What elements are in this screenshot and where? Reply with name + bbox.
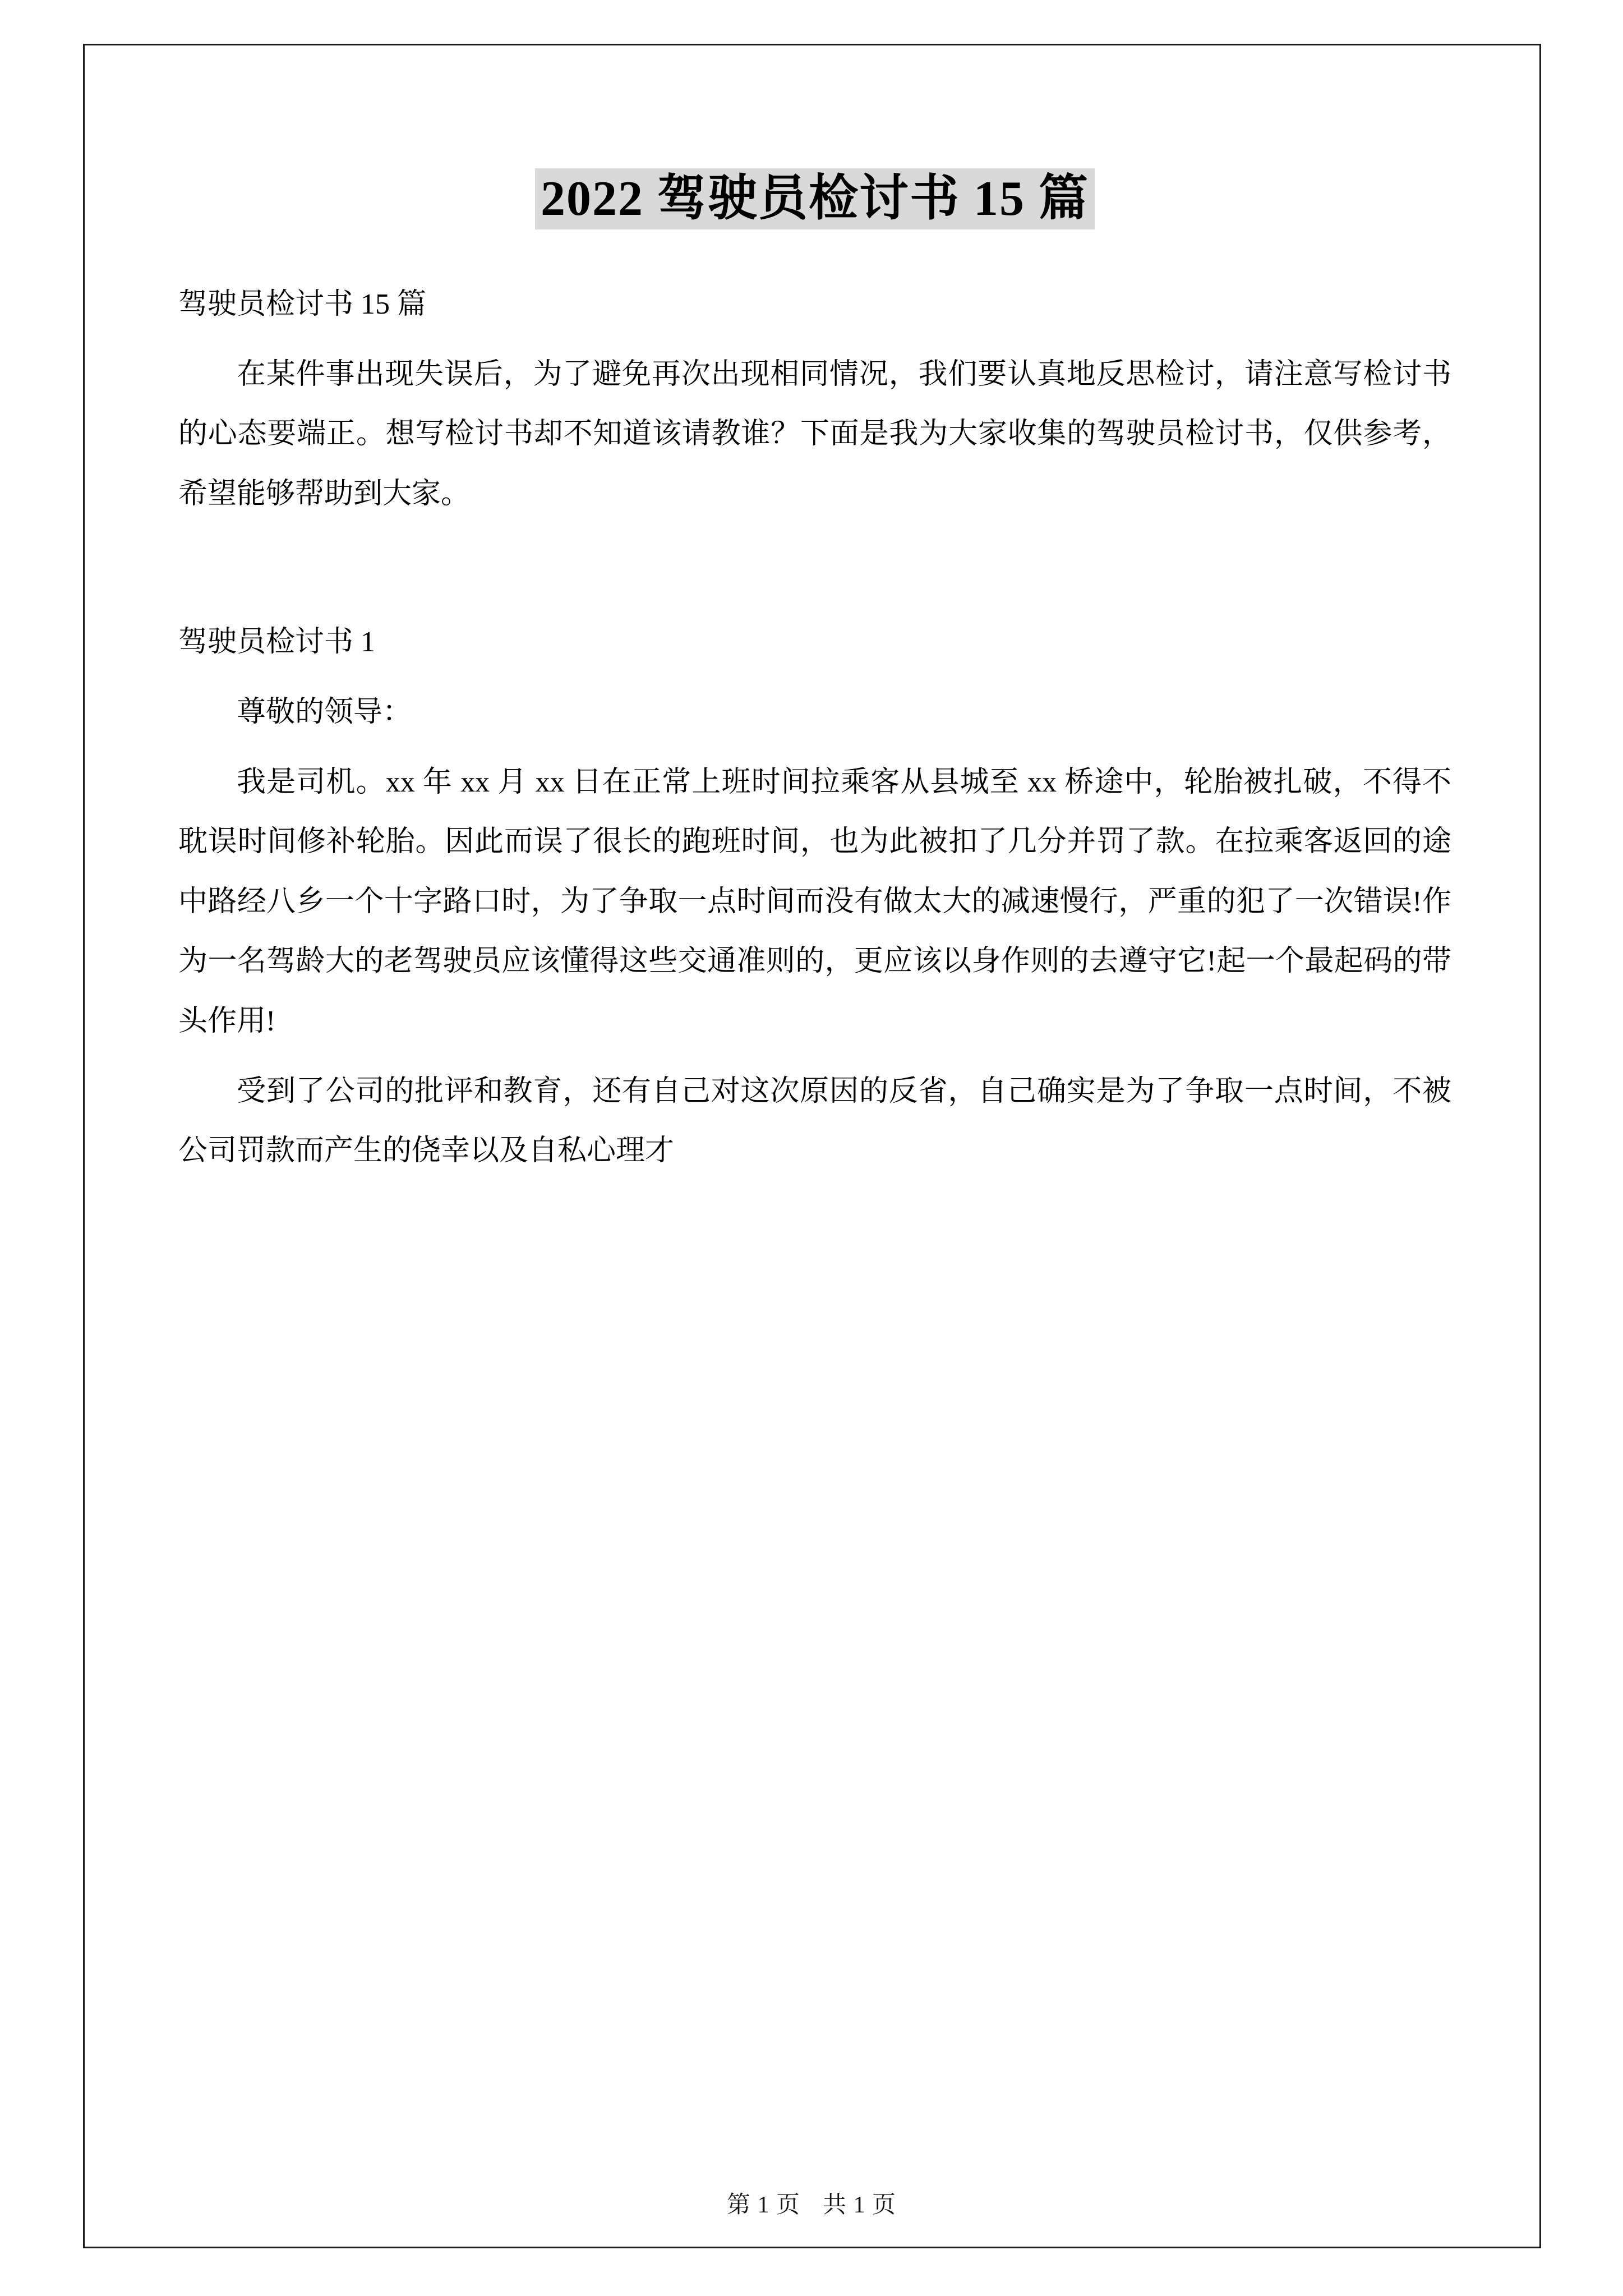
section-heading-1: 驾驶员检讨书 1 (178, 626, 376, 659)
section-spacer (178, 534, 1451, 613)
intro-paragraph: 在某件事出现失误后，为了避免再次出现相同情况，我们要认真地反思检讨，请注意写检讨书的心态要端正。想写检讨书却不知道该请教谁？下面是我为大家收集的驾驶员检讨书，仅供参考，希望能够帮助到大家。 (178, 358, 1451, 510)
body-paragraph-1: 我是司机。xx 年 xx 月 xx 日在正常上班时间拉乘客从县城至 xx 桥途中，轮胎被扎破，不得不耽误时间修补轮胎。因此而误了很长的跑班时间，也为此被扣了几分并罚了款。在拉乘客返回的途中路经八乡一个十字路口时，为了争取一点时间而没有做太大的减速慢行，严重的犯了一次错误!作为一名驾龄大的老驾驶员应该懂得这些交通准则的，更应该以身作则的去遵守它!起一个最起码的带头作用! (178, 766, 1451, 1037)
page-title (178, 168, 1451, 230)
page-footer (0, 2186, 1623, 2220)
salutation-paragraph: 尊敬的领导： (237, 696, 412, 728)
page-title-text: 2022 驾驶员检讨书 15 篇 (535, 168, 1095, 229)
footer-total-pages: 共 1 页 (823, 2192, 897, 2218)
document-content (178, 168, 1451, 1191)
subtitle-paragraph: 驾驶员检讨书 15 篇 (178, 288, 427, 320)
body-paragraph-2: 受到了公司的批评和教育，还有自己对这次原因的反省，自己确实是为了争取一点时间，不被公司罚款而产生的侥幸以及自私心理才 (178, 1075, 1451, 1167)
footer-current-page: 第 1 页 (726, 2192, 800, 2218)
